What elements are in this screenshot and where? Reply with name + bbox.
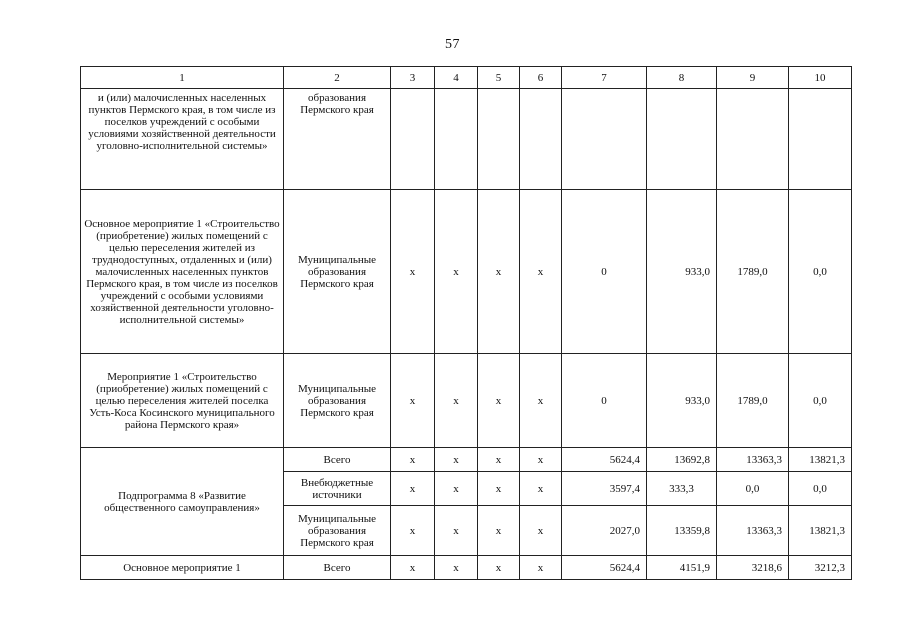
- value-cell: x: [520, 556, 562, 580]
- value-cell: x: [478, 190, 520, 354]
- page-number: 57: [445, 37, 460, 52]
- value-cell: x: [520, 190, 562, 354]
- value-cell: 333,3: [647, 472, 717, 506]
- empty-cell: [478, 89, 520, 190]
- value-cell: 5624,4: [562, 556, 647, 580]
- empty-cell: [647, 89, 717, 190]
- value-cell: x: [478, 556, 520, 580]
- program-table: [80, 66, 852, 580]
- value-cell: 3212,3: [789, 556, 852, 580]
- value-cell: x: [391, 448, 435, 472]
- value-cell: x: [435, 354, 478, 448]
- value-cell: x: [478, 506, 520, 556]
- executor-cell: Муниципальные образования Пермского края: [284, 506, 391, 556]
- value-cell: 5624,4: [562, 448, 647, 472]
- executor-cell: Муниципальные образования Пермского края: [284, 354, 391, 448]
- value-cell: x: [391, 556, 435, 580]
- empty-cell: [717, 89, 789, 190]
- activity-name-cell: и (или) малочисленных населенных пунктов Пермского края, в том числе из поселков учреждений с особыми условиями хозяйственной деятельности уголовно-исполнительной системы»: [81, 89, 284, 190]
- header-cell: 8: [647, 67, 717, 89]
- header-row: [81, 67, 852, 89]
- table-row: [81, 448, 852, 472]
- empty-cell: [789, 89, 852, 190]
- value-cell: 3218,6: [717, 556, 789, 580]
- value-cell: 933,0: [647, 354, 717, 448]
- value-cell: 4151,9: [647, 556, 717, 580]
- value-cell: x: [478, 472, 520, 506]
- activity-name-cell: Мероприятие 1 «Строительство (приобретение) жилых помещений с целью переселения жителей поселка Усть-Коса Косинского муниципального района Пермского края»: [81, 354, 284, 448]
- executor-cell: Всего: [284, 556, 391, 580]
- value-cell: 13363,3: [717, 448, 789, 472]
- value-cell: 0: [562, 354, 647, 448]
- value-cell: x: [391, 190, 435, 354]
- value-cell: 1789,0: [717, 354, 789, 448]
- executor-cell: Внебюджетные источники: [284, 472, 391, 506]
- activity-name-cell: Основное мероприятие 1 «Строительство (приобретение) жилых помещений с целью переселения жителей из труднодоступных, отдаленных и (или) малочисленных населенных пунктов Пермского края, в том числе из поселков учреждений с особыми условиями хозяйственной деятельности уголовно-исполнительной системы»: [81, 190, 284, 354]
- value-cell: x: [391, 506, 435, 556]
- value-cell: 933,0: [647, 190, 717, 354]
- value-cell: x: [435, 506, 478, 556]
- activity-name-cell: Основное мероприятие 1: [81, 556, 284, 580]
- value-cell: x: [520, 506, 562, 556]
- empty-cell: [562, 89, 647, 190]
- value-cell: 13821,3: [789, 506, 852, 556]
- empty-cell: [520, 89, 562, 190]
- header-cell: 2: [284, 67, 391, 89]
- empty-cell: [391, 89, 435, 190]
- value-cell: 0: [562, 190, 647, 354]
- value-cell: 3597,4: [562, 472, 647, 506]
- value-cell: x: [520, 448, 562, 472]
- header-cell: 5: [478, 67, 520, 89]
- value-cell: 0,0: [717, 472, 789, 506]
- table-row: [81, 354, 852, 448]
- header-cell: 3: [391, 67, 435, 89]
- value-cell: x: [435, 472, 478, 506]
- value-cell: 13821,3: [789, 448, 852, 472]
- value-cell: 0,0: [789, 472, 852, 506]
- header-cell: 10: [789, 67, 852, 89]
- value-cell: x: [391, 472, 435, 506]
- table-row: [81, 89, 852, 190]
- header-cell: 7: [562, 67, 647, 89]
- executor-cell: образования Пермского края: [284, 89, 391, 190]
- value-cell: 0,0: [789, 354, 852, 448]
- header-cell: 6: [520, 67, 562, 89]
- value-cell: x: [478, 354, 520, 448]
- table-row: [81, 556, 852, 580]
- header-cell: 1: [81, 67, 284, 89]
- value-cell: 2027,0: [562, 506, 647, 556]
- subprogram-name-cell: Подпрограмма 8 «Развитие общественного самоуправления»: [81, 448, 284, 556]
- value-cell: x: [435, 448, 478, 472]
- value-cell: 13692,8: [647, 448, 717, 472]
- value-cell: x: [520, 472, 562, 506]
- value-cell: 13359,8: [647, 506, 717, 556]
- value-cell: x: [478, 448, 520, 472]
- header-cell: 4: [435, 67, 478, 89]
- value-cell: 13363,3: [717, 506, 789, 556]
- value-cell: x: [391, 354, 435, 448]
- executor-cell: Муниципальные образования Пермского края: [284, 190, 391, 354]
- value-cell: x: [435, 190, 478, 354]
- value-cell: x: [435, 556, 478, 580]
- empty-cell: [435, 89, 478, 190]
- table-row: [81, 190, 852, 354]
- header-cell: 9: [717, 67, 789, 89]
- value-cell: 1789,0: [717, 190, 789, 354]
- value-cell: 0,0: [789, 190, 852, 354]
- executor-cell: Всего: [284, 448, 391, 472]
- value-cell: x: [520, 354, 562, 448]
